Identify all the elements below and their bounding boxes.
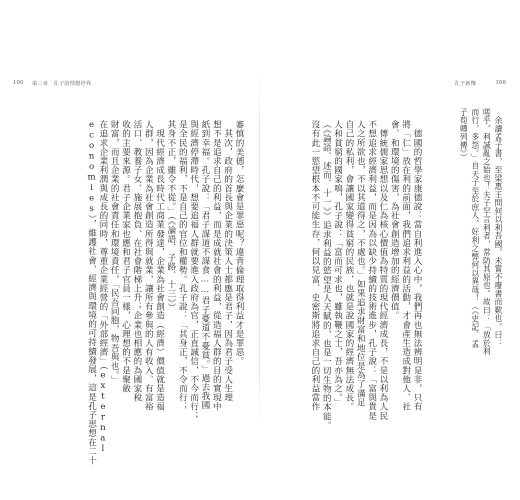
right-page-number: 100 <box>495 80 506 86</box>
body-line: 自己的私利，會讓國家變得貧窮的民族，也就是說國家的經濟無法成長。 <box>343 120 354 412</box>
quote-line: 子荀卿列傳》） <box>459 108 469 162</box>
quote-line: 嗟乎，利誠亂之始也！夫子罕言利者，常防其原也。故曰：「放於利 <box>482 108 492 356</box>
body-line: 人之所欲也，不以其道得之，不處也。」如果追求財富和地位是為了滿足 <box>355 120 366 407</box>
right-body-text <box>304 120 422 430</box>
right-page <box>260 0 520 500</box>
quote-line: 余讀孟子書，至梁惠王問何以利吾國，未嘗不廢書而歎也。曰： <box>494 108 503 348</box>
body-line: economies），維護社會、經濟與環境的可持續發展，這是孔子思想在二十 <box>86 120 97 465</box>
body-line: 收的主要來源。君子企業家也應和君子官員一樣，心理想的不是聚斂 <box>120 120 131 393</box>
body-line: 會、和環境的傷害，為社會創造增加的經濟價值。 <box>389 120 400 321</box>
body-line: 審慎的美德，怎麼會是罪惡呢？違背倫理取得利益才是罪惡。 <box>234 120 244 366</box>
left-page-number: 100 <box>13 80 24 86</box>
body-line: 活口、教養子女、施展抱負、在社會階梯上升；企業也相應的為國家稅 <box>131 120 142 403</box>
body-line: 其身不正，雖令不從。」（《論語．子路．十三》） <box>165 120 176 313</box>
body-line: 想不是追求自己的利益，而是成就社會的利益，從造福人群的目的實現中 <box>211 120 222 412</box>
body-line: （《論語．述而．十一》）追求利益的慾望是人天賦的，也是一切生物的本能。 <box>321 120 332 430</box>
left-body-text <box>84 120 244 465</box>
body-line: 財富，而且企業的社會責任和環境責任，「民吾同胞，物吾與也。」 <box>109 120 120 385</box>
left-running-title: 第三章 孔子的理想世界 <box>32 81 92 87</box>
body-line: 傳統儒家思想以及仁為核心價值為特質的現代經濟成長，不是以利為人民 <box>377 120 388 421</box>
body-line: 人群，因為企業為社會創造所得與就業，讓所有參與的人有收入、有富裕 <box>143 120 154 412</box>
quote-block <box>456 108 504 418</box>
body-line: 沒有此一慾望根本不可能生存，何以見富．史密斯將追求自己的利益當作 <box>309 120 320 412</box>
body-line: 其次，政府的首長與企業的決策人士都應是君子，因為君子受人生理 <box>222 120 233 403</box>
body-line: 是全民的福利，不是自己的官位和權勢。孔子說：「其身正，不令而行； <box>177 120 188 412</box>
body-line: 與經濟停滯時代，想要追福人群就要進入政府為官，正直誠信，不今而行； <box>188 120 199 421</box>
body-line: 在追求企業利潤與成長的同時，尊重企業經營的「外部經濟」（external <box>97 120 108 455</box>
body-line: 不想追求經濟利益，而是因為以缺少持續的技術進步，孔子說：「富與貴是 <box>366 120 377 421</box>
body-line: 紙到幸福。孔子說：「君子謀道不謀食……君子憂道不憂貧。」過去我國 <box>199 120 210 410</box>
body-line: 人和貧窮的國家鳴，孔子說：「富而可求也，雖執鞭之士，吾亦為之。」 <box>332 120 343 407</box>
body-line: 德國的哲學家康德說：當自利進入心中，我們再也無法辨明是非，只有 <box>412 120 422 412</box>
quote-line: 而行，多怨。」自天子至於庶人，好利之弊何以異哉！（《史記．孟 <box>470 108 480 348</box>
body-line: 將「仁」放在利的前面，我們追求利益的活動，才會產生造成對他人、社 <box>400 120 411 412</box>
right-running-title: 孔子新傳 <box>454 81 476 87</box>
body-line: 現代經濟成長時代工商業發達，企業為社會創造（經濟）價值就是造福 <box>154 120 165 412</box>
